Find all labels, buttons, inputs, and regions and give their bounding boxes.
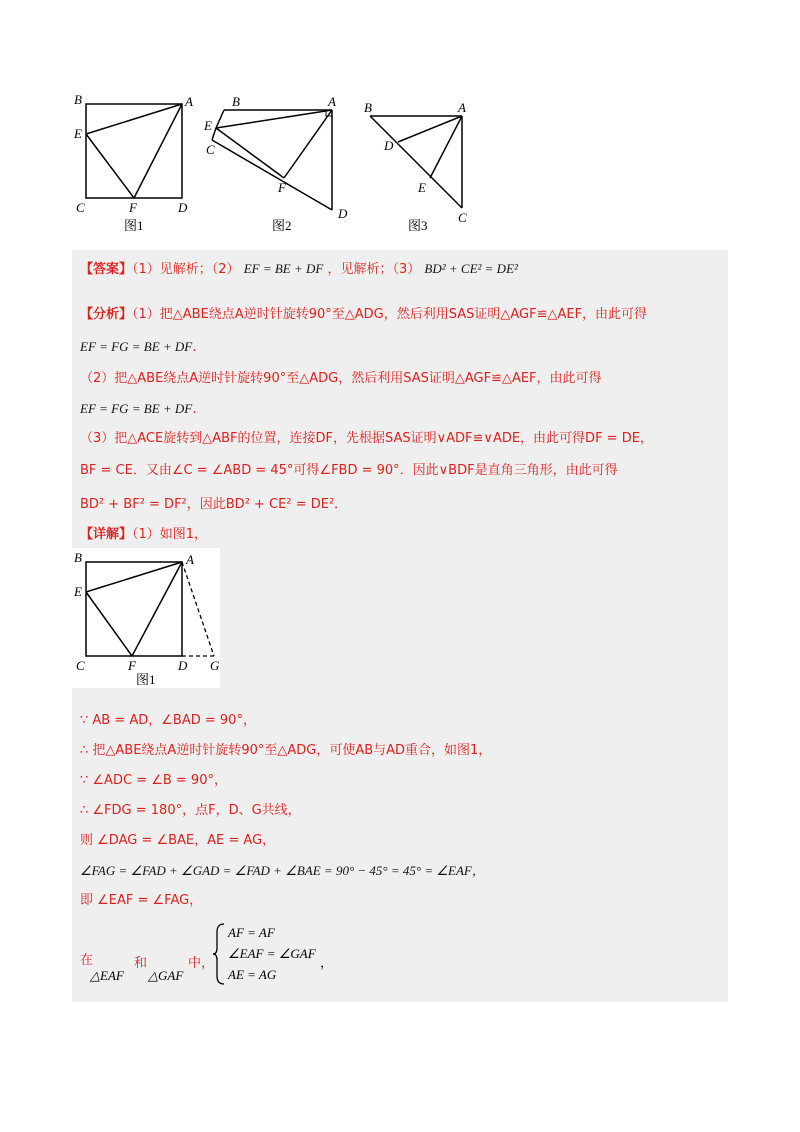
label-C: C [76, 200, 85, 215]
analysis-line-5 [80, 430, 653, 448]
label-B: B [232, 94, 240, 109]
detail-text-6: ∠FAG = ∠FAD + ∠GAD = ∠FAD + ∠BAE = 90° − 45° = 45° = ∠EAF， [80, 863, 485, 878]
detail-line-7 [80, 892, 202, 910]
detail-text-3: ∵ ∠ADC = ∠B = 90°， [80, 773, 227, 788]
triangle-1: △EAF [90, 968, 124, 983]
figure-2-caption: 图2 [272, 218, 292, 233]
detail-line-1 [80, 712, 256, 730]
analysis-text-3: （3）把△ACE旋转到△ABF的位置，连接DF，先根据SAS证明∨ADF≌∨ADE，由此可得DF = DE， [80, 431, 653, 446]
detail-text-1: ∵ AB = AD，∠BAD = 90°， [80, 713, 256, 728]
detail-line-5 [80, 832, 275, 850]
detail-word-in: 在 [80, 953, 94, 968]
detail-word-and: 和 [134, 956, 148, 971]
label-G: G [210, 658, 220, 673]
label-A: A [186, 552, 194, 567]
answer-part-2: ，见解析；（3） [327, 262, 421, 277]
label-C: C [76, 658, 85, 673]
brace-icon [212, 922, 226, 986]
system-row-1: AF = AF [228, 925, 275, 940]
detail-figure-caption: 图1 [136, 672, 156, 687]
detail-text-5: 则 ∠DAG = ∠BAE，AE = AG， [80, 833, 276, 848]
triangle-2: △GAF [148, 968, 184, 983]
label-D: D [178, 658, 188, 673]
system-row-3: AE = AG [228, 967, 277, 982]
label-D: D [178, 200, 188, 215]
detail-word-middle: 中， [188, 956, 215, 971]
detail-line-intro [80, 526, 207, 544]
figure-3 [362, 88, 492, 238]
analysis-line-7 [80, 496, 347, 514]
analysis-line-3 [80, 370, 602, 388]
solution-panel [72, 250, 728, 1002]
analysis-line-6 [80, 462, 618, 480]
detail-tag: 【详解】 [80, 527, 133, 542]
label-A: A [185, 94, 193, 109]
answer-formula-2: EF = BE + DF [243, 261, 324, 276]
label-F: F [128, 658, 136, 673]
label-B: B [74, 92, 82, 107]
detail-figure-1 [72, 548, 220, 688]
figure-1-caption: 图1 [124, 218, 144, 233]
analysis-text-5: BD² + BF² = DF²，因此BD² + CE² = DE²． [80, 497, 348, 512]
analysis-formula-2: EF = FG = BE + DF [80, 401, 193, 416]
detail-line-3 [80, 772, 227, 790]
analysis-line-2: EF = FG = BE + DF. [80, 339, 197, 355]
analysis-text-4: BF = CE．又由∠C = ∠ABD = 45°可得∠FBD = 90°．因此∨BDF是直角三角形，由此可得 [80, 463, 618, 478]
label-D: D [384, 138, 394, 153]
analysis-line-1 [80, 306, 647, 324]
figure-2-drawing [204, 88, 354, 238]
detail-intro: （1）如图1， [132, 527, 208, 542]
figure-1-drawing [72, 88, 202, 238]
label-F: F [278, 180, 286, 195]
figure-3-caption: 图3 [408, 218, 428, 233]
detail-line-6 [80, 862, 485, 881]
label-C: C [458, 210, 467, 225]
analysis-line-4: EF = FG = BE + DF. [80, 401, 197, 417]
label-C: C [206, 142, 215, 157]
label-F: F [129, 200, 137, 215]
label-A: A [458, 100, 466, 115]
analysis-text-1: （1）把△ABE绕点A逆时针旋转90°至△ADG，然后利用SAS证明△AGF≌△AEF，由此可得 [132, 307, 648, 322]
analysis-formula-1: EF = FG = BE + DF [80, 339, 193, 354]
answer-tag: 【答案】 [80, 262, 133, 277]
figure-row [72, 88, 492, 238]
detail-text-2: ∴ 把△ABE绕点A逆时针旋转90°至△ADG，可使AB与AD重合，如图1， [80, 743, 492, 758]
label-E: E [204, 118, 212, 133]
system-row-2: ∠EAF = ∠GAF [228, 946, 316, 961]
answer-line [80, 260, 518, 279]
figure-2 [204, 88, 354, 238]
detail-line-4 [80, 802, 301, 820]
equation-system [212, 922, 372, 986]
detail-figure-1-drawing [72, 548, 220, 688]
figure-3-drawing [362, 88, 492, 238]
answer-part-1: （1）见解析；（2） [132, 262, 240, 277]
figure-1 [72, 88, 202, 238]
detail-line-2 [80, 742, 491, 760]
analysis-tag: 【分析】 [80, 307, 133, 322]
detail-text-4: ∴ ∠FDG = 180°，点F，D、G共线， [80, 803, 301, 818]
label-A: A [328, 94, 336, 109]
answer-formula-3: BD² + CE² = DE² [424, 261, 518, 276]
detail-text-7: 即 ∠EAF = ∠FAG， [80, 893, 203, 908]
system-tail: ， [320, 956, 334, 971]
label-B: B [74, 550, 82, 565]
label-B: B [364, 100, 372, 115]
label-E: E [418, 180, 426, 195]
label-E: E [74, 126, 82, 141]
analysis-text-2: （2）把△ABE绕点A逆时针旋转90°至△ADG，然后利用SAS证明△AGF≌△AEF，由此可得 [80, 371, 602, 386]
label-E: E [74, 584, 82, 599]
label-D: D [338, 206, 348, 221]
